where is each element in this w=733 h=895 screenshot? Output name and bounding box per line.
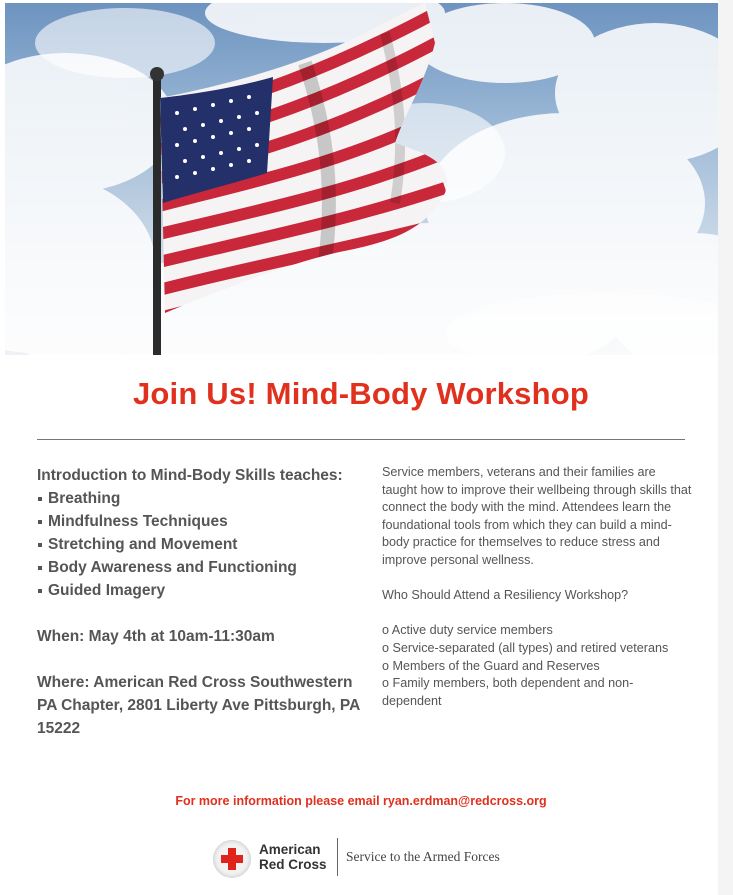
description-text: Service members, veterans and their families are taught how to improve their wellbeing through skills that connect the body with the mind. Attendees learn the foundational tools from which they can build a mind-body practice for themselves to reduce stress and improve personal wellness. (382, 465, 692, 567)
contact-info: For more information please email ryan.erdman@redcross.org (175, 794, 547, 808)
skill-item: Stretching and Movement (37, 533, 367, 556)
page-title: Join Us! Mind-Body Workshop (132, 376, 590, 411)
audience-item: o Family members, both dependent and non-dependent (382, 676, 634, 708)
skill-item: Guided Imagery (37, 579, 367, 602)
service-tagline: Service to the Armed Forces (346, 849, 500, 864)
audience-item: o Service-separated (all types) and retired veterans (382, 640, 669, 655)
event-time: When: May 4th at 10am-11:30am (37, 628, 275, 645)
page-edge (718, 0, 733, 895)
skills-list (37, 487, 367, 602)
audience-list (382, 622, 692, 710)
workshop-details (37, 464, 367, 740)
org-name (259, 842, 339, 872)
audience-item: o Members of the Guard and Reserves (382, 658, 600, 673)
audience-item: o Active duty service members (382, 623, 553, 638)
event-location: Where: American Red Cross Southwestern PA Chapter, 2801 Liberty Ave Pittsburgh, PA 15222 (37, 674, 360, 737)
skill-item: Mindfulness Techniques (37, 510, 367, 533)
skill-item: Body Awareness and Functioning (37, 556, 367, 579)
org-name-line1: American (259, 842, 321, 857)
footer-divider (337, 838, 338, 876)
skills-intro: Introduction to Mind-Body Skills teaches: (37, 467, 343, 484)
hero-flag-photo (5, 3, 718, 355)
workshop-description (382, 464, 692, 710)
red-cross-logo-icon (213, 840, 251, 878)
title-divider (37, 439, 685, 440)
audience-heading: Who Should Attend a Resiliency Workshop? (382, 588, 629, 603)
flag-illustration (5, 3, 718, 355)
org-name-line2: Red Cross (259, 857, 327, 872)
skill-item: Breathing (37, 487, 367, 510)
